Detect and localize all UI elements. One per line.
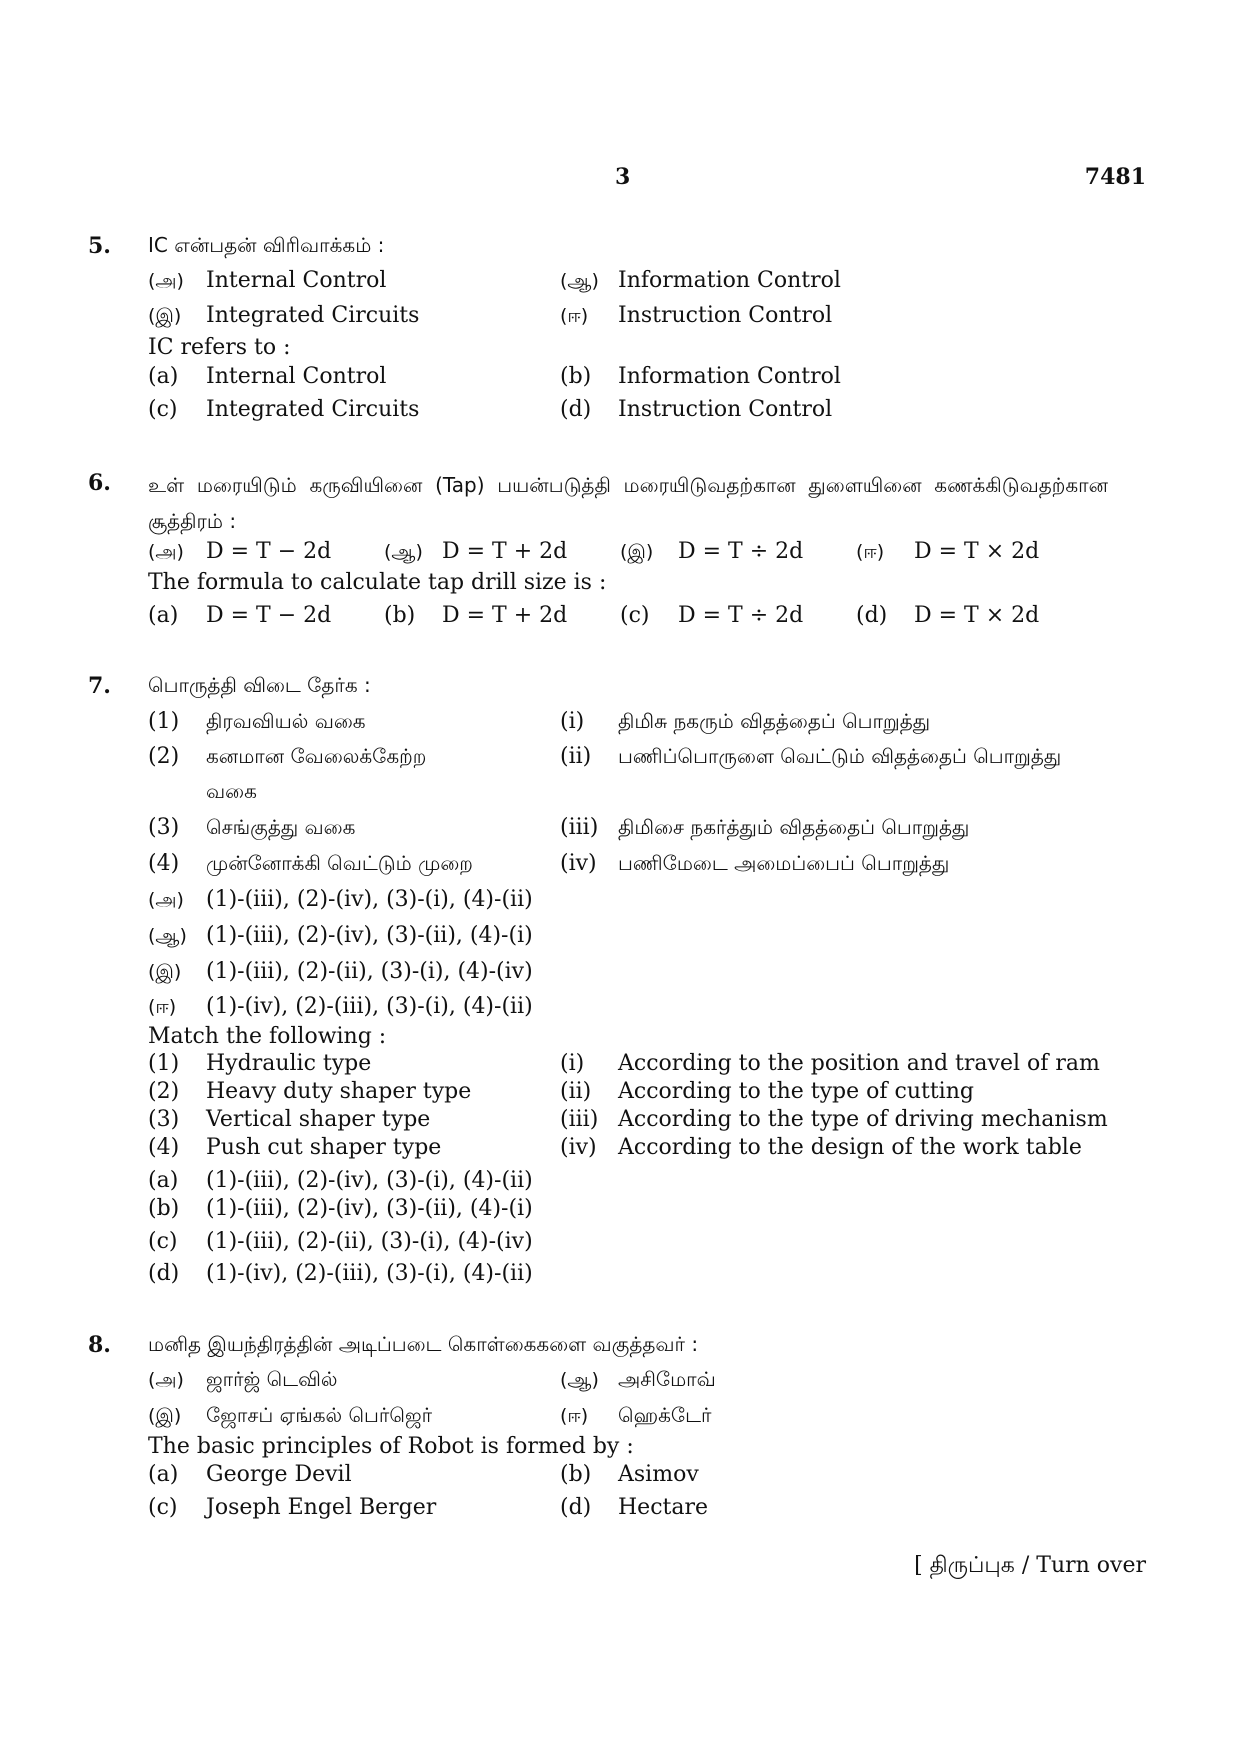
match-left-item: (3) செங்குத்து வகை [148, 815, 356, 840]
option-d-tamil: (ஈ) D = T × 2d [856, 539, 1040, 564]
page-number: 3 [615, 164, 631, 190]
match-left-item: (1) திரவவியல் வகை [148, 709, 366, 734]
question-number: 6. [88, 470, 111, 496]
option-b-tamil: (ஆ) (1)-(iii), (2)-(iv), (3)-(ii), (4)-(i) [148, 923, 533, 948]
option-c-tamil: (இ) D = T ÷ 2d [620, 539, 804, 564]
option-c: (c) Joseph Engel Berger [148, 1495, 437, 1520]
option-c: (c) (1)-(iii), (2)-(ii), (3)-(i), (4)-(iv) [148, 1229, 533, 1254]
question-text-english: The basic principles of Robot is formed by : [148, 1434, 634, 1459]
paper-code: 7481 [1084, 164, 1146, 190]
question-text-english: IC refers to : [148, 335, 291, 360]
match-left-item: (1) Hydraulic type [148, 1051, 372, 1076]
option-c: (c) D = T ÷ 2d [620, 603, 804, 628]
option-a-tamil: (அ) (1)-(iii), (2)-(iv), (3)-(i), (4)-(ii) [148, 887, 533, 912]
option-a: (a) Internal Control [148, 364, 387, 389]
option-a-tamil: (அ) D = T − 2d [148, 539, 332, 564]
option-b: (b) Information Control [560, 364, 841, 389]
option-d: (d) D = T × 2d [856, 603, 1040, 628]
turn-over-note: [ திருப்புக / Turn over [914, 1553, 1146, 1578]
option-d: (d) Hectare [560, 1495, 709, 1520]
option-a-tamil: (அ) ஜார்ஜ் டெவில் [148, 1367, 338, 1391]
question-number: 8. [88, 1332, 111, 1358]
option-a: (a) D = T − 2d [148, 603, 332, 628]
option-b-tamil: (ஆ) Information Control [560, 268, 841, 293]
option-c: (c) Integrated Circuits [148, 397, 420, 422]
option-b-tamil: (ஆ) அசிமோவ் [560, 1367, 716, 1391]
match-right-item: (iv) பணிமேடை அமைப்பைப் பொறுத்து [560, 851, 950, 876]
option-c-tamil: (இ) (1)-(iii), (2)-(ii), (3)-(i), (4)-(iv) [148, 959, 533, 984]
option-b: (b) (1)-(iii), (2)-(iv), (3)-(ii), (4)-(i) [148, 1196, 533, 1221]
option-a-tamil: (அ) Internal Control [148, 268, 387, 293]
question-text-tamil: மனித இயந்திரத்தின் அடிப்படை கொள்கைகளை வகுத்தவர் : [148, 1332, 699, 1356]
question-number: 5. [88, 233, 111, 259]
option-d-tamil: (ஈ) ஹெக்டேர் [560, 1403, 712, 1427]
option-c-tamil: (இ) ஜோசப் ஏங்கல் பெர்ஜெர் [148, 1403, 433, 1427]
question-text-tamil: உள் மரையிடும் கருவியினை (Tap) பயன்படுத்தி மரையிடுவதற்கான துளையினை கணக்கிடுவதற்கான சூத்திரம் : [148, 473, 1108, 533]
match-right-item: (i) According to the position and travel of ram [560, 1051, 1100, 1076]
match-right-item: (ii) பணிப்பொருளை வெட்டும் விதத்தைப் பொறுத்து [560, 744, 1062, 769]
match-left-item: (3) Vertical shaper type [148, 1107, 431, 1132]
match-right-item: (ii) According to the type of cutting [560, 1079, 974, 1104]
option-d-tamil: (ஈ) Instruction Control [560, 303, 833, 328]
option-a: (a) (1)-(iii), (2)-(iv), (3)-(i), (4)-(ii) [148, 1168, 533, 1193]
option-b-tamil: (ஆ) D = T + 2d [384, 539, 568, 564]
option-b: (b) Asimov [560, 1462, 699, 1487]
match-right-item: (i) திமிசு நகரும் விதத்தைப் பொறுத்து [560, 709, 931, 734]
match-left-item: (2) கனமான வேலைக்கேற்ற [148, 744, 427, 769]
match-left-item: (4) முன்னோக்கி வெட்டும் முறை [148, 851, 473, 876]
match-right-item: (iii) According to the type of driving mechanism [560, 1107, 1108, 1132]
option-b: (b) D = T + 2d [384, 603, 568, 628]
question-text-english: The formula to calculate tap drill size is : [148, 570, 607, 595]
option-d: (d) Instruction Control [560, 397, 833, 422]
question-text-tamil: பொருத்தி விடை தேர்க : [148, 673, 371, 697]
option-a: (a) George Devil [148, 1462, 352, 1487]
match-right-item: (iv) According to the design of the work table [560, 1135, 1082, 1160]
match-right-item: (iii) திமிசை நகர்த்தும் விதத்தைப் பொறுத்து [560, 815, 970, 840]
option-d-tamil: (ஈ) (1)-(iv), (2)-(iii), (3)-(i), (4)-(ii) [148, 994, 533, 1019]
question-text-tamil: IC என்பதன் விரிவாக்கம் : [148, 233, 385, 257]
question-text-english: Match the following : [148, 1024, 387, 1049]
match-left-item: (4) Push cut shaper type [148, 1135, 442, 1160]
option-d: (d) (1)-(iv), (2)-(iii), (3)-(i), (4)-(ii) [148, 1261, 533, 1286]
option-c-tamil: (இ) Integrated Circuits [148, 303, 420, 328]
match-left-item: (2) Heavy duty shaper type [148, 1079, 472, 1104]
question-number: 7. [88, 673, 111, 699]
match-left-item-continued: வகை [206, 779, 257, 803]
